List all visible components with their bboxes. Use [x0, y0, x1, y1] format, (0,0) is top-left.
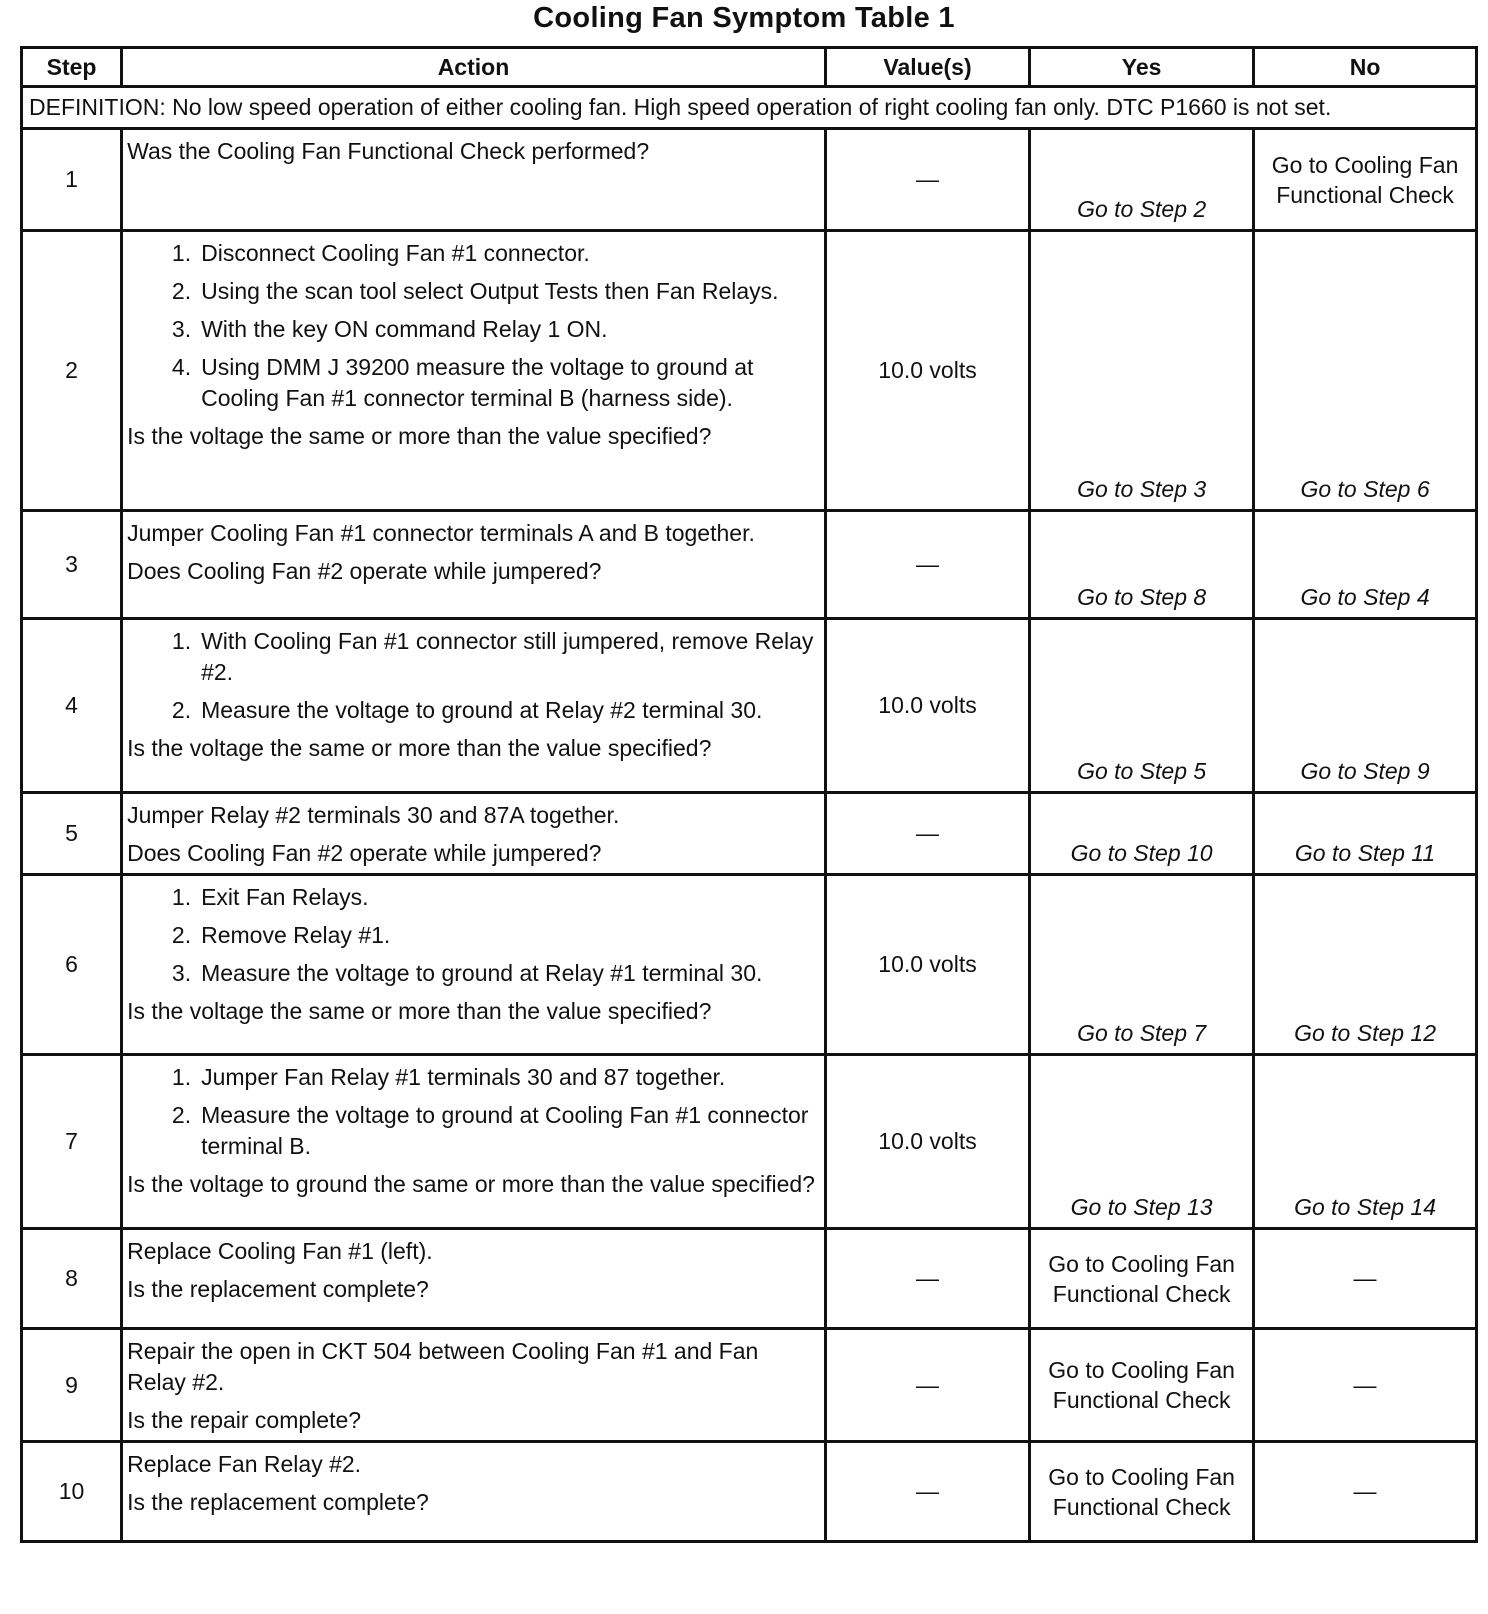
question-text: Is the voltage to ground the same or more than the value specified?: [127, 1171, 815, 1197]
definition-text: DEFINITION: No low speed operation of either cooling fan. High speed operation of right cooling fan only. DTC P1660 is not set.: [22, 87, 1477, 129]
action-text: Repair the open in CKT 504 between Cooling Fan #1 and Fan Relay #2.: [127, 1338, 759, 1395]
substep: 1. With Cooling Fan #1 connector still jumpered, remove Relay #2.: [171, 628, 814, 685]
substep: 3. With the key ON command Relay 1 ON.: [171, 316, 608, 342]
step-number: 1: [22, 129, 122, 231]
table-row: [22, 793, 1477, 875]
action-cell: [122, 1229, 826, 1329]
value-cell: —: [825, 129, 1029, 231]
table-title: Cooling Fan Symptom Table 1: [533, 2, 955, 34]
action-text: Was the Cooling Fan Functional Check performed?: [127, 138, 650, 164]
table-row: [22, 875, 1477, 1055]
yes-cell: Go to Step 10: [1030, 793, 1254, 875]
header-action: Action: [122, 48, 826, 87]
value-cell: 10.0 volts: [825, 231, 1029, 511]
table-row: [22, 231, 1477, 511]
step-number: 3: [22, 511, 122, 619]
step-number: 2: [22, 231, 122, 511]
no-cell: —: [1254, 1229, 1477, 1329]
value-cell: 10.0 volts: [825, 1055, 1029, 1229]
substep: 1. Disconnect Cooling Fan #1 connector.: [171, 240, 590, 266]
yes-cell: Go to Step 8: [1030, 511, 1254, 619]
substep: 1. Exit Fan Relays.: [171, 884, 369, 910]
question-text: Does Cooling Fan #2 operate while jumpered?: [127, 840, 602, 866]
substep-list: [127, 1062, 820, 1162]
step-number: 4: [22, 619, 122, 793]
no-cell: Go to Cooling Fan Functional Check: [1254, 129, 1477, 231]
step-number: 9: [22, 1329, 122, 1442]
action-text: Jumper Cooling Fan #1 connector terminals A and B together.: [127, 520, 755, 546]
question-text: Is the voltage the same or more than the value specified?: [127, 423, 712, 449]
action-cell: [122, 231, 826, 511]
table-row: [22, 1055, 1477, 1229]
step-number: 6: [22, 875, 122, 1055]
action-text: Replace Cooling Fan #1 (left).: [127, 1238, 433, 1264]
action-cell: [122, 793, 826, 875]
yes-cell: Go to Step 7: [1030, 875, 1254, 1055]
action-cell: [122, 1055, 826, 1229]
substep: 2. Measure the voltage to ground at Relay #2 terminal 30.: [171, 697, 763, 723]
yes-cell: Go to Cooling Fan Functional Check: [1030, 1442, 1254, 1542]
value-cell: 10.0 volts: [825, 619, 1029, 793]
substep-list: [127, 882, 820, 989]
substep-list: [127, 238, 820, 414]
table-row: [22, 1329, 1477, 1442]
value-cell: —: [825, 511, 1029, 619]
yes-cell: Go to Cooling Fan Functional Check: [1030, 1229, 1254, 1329]
no-cell: Go to Step 11: [1254, 793, 1477, 875]
action-cell: [122, 1442, 826, 1542]
definition-row: [22, 87, 1477, 129]
symptom-table: [20, 46, 1478, 1543]
question-text: Is the repair complete?: [127, 1407, 362, 1433]
substep: 2. Remove Relay #1.: [171, 922, 391, 948]
yes-cell: Go to Step 3: [1030, 231, 1254, 511]
no-cell: Go to Step 6: [1254, 231, 1477, 511]
yes-cell: Go to Step 13: [1030, 1055, 1254, 1229]
no-cell: Go to Step 12: [1254, 875, 1477, 1055]
step-number: 5: [22, 793, 122, 875]
action-text: Replace Fan Relay #2.: [127, 1451, 362, 1477]
question-text: Does Cooling Fan #2 operate while jumpered?: [127, 558, 602, 584]
value-cell: —: [825, 1229, 1029, 1329]
table-row: [22, 511, 1477, 619]
step-number: 10: [22, 1442, 122, 1542]
question-text: Is the replacement complete?: [127, 1489, 429, 1515]
yes-cell: Go to Step 5: [1030, 619, 1254, 793]
header-step: Step: [22, 48, 122, 87]
action-cell: [122, 619, 826, 793]
value-cell: —: [825, 1442, 1029, 1542]
substep: 1. Jumper Fan Relay #1 terminals 30 and 87 together.: [171, 1064, 726, 1090]
no-cell: —: [1254, 1442, 1477, 1542]
no-cell: —: [1254, 1329, 1477, 1442]
no-cell: Go to Step 4: [1254, 511, 1477, 619]
action-text: Jumper Relay #2 terminals 30 and 87A together.: [127, 802, 620, 828]
table-row: [22, 1442, 1477, 1542]
step-number: 7: [22, 1055, 122, 1229]
value-cell: —: [825, 793, 1029, 875]
header-row: [22, 48, 1477, 87]
question-text: Is the voltage the same or more than the value specified?: [127, 998, 712, 1024]
no-cell: Go to Step 9: [1254, 619, 1477, 793]
table-row: [22, 129, 1477, 231]
action-cell: [122, 1329, 826, 1442]
substep: 3. Measure the voltage to ground at Relay #1 terminal 30.: [171, 960, 763, 986]
substep-list: [127, 626, 820, 726]
substep: 2. Measure the voltage to ground at Cooling Fan #1 connector terminal B.: [171, 1102, 809, 1159]
yes-cell: Go to Step 2: [1030, 129, 1254, 231]
table-row: [22, 619, 1477, 793]
header-no: No: [1254, 48, 1477, 87]
substep: 4. Using DMM J 39200 measure the voltage to ground at Cooling Fan #1 connector terminal B (harness side).: [171, 354, 754, 411]
header-yes: Yes: [1030, 48, 1254, 87]
question-text: Is the replacement complete?: [127, 1276, 429, 1302]
question-text: Is the voltage the same or more than the value specified?: [127, 735, 712, 761]
step-number: 8: [22, 1229, 122, 1329]
value-cell: —: [825, 1329, 1029, 1442]
substep: 2. Using the scan tool select Output Tests then Fan Relays.: [171, 278, 779, 304]
action-cell: [122, 129, 826, 231]
no-cell: Go to Step 14: [1254, 1055, 1477, 1229]
table-row: [22, 1229, 1477, 1329]
yes-cell: Go to Cooling Fan Functional Check: [1030, 1329, 1254, 1442]
header-values: Value(s): [825, 48, 1029, 87]
action-cell: [122, 875, 826, 1055]
action-cell: [122, 511, 826, 619]
value-cell: 10.0 volts: [825, 875, 1029, 1055]
